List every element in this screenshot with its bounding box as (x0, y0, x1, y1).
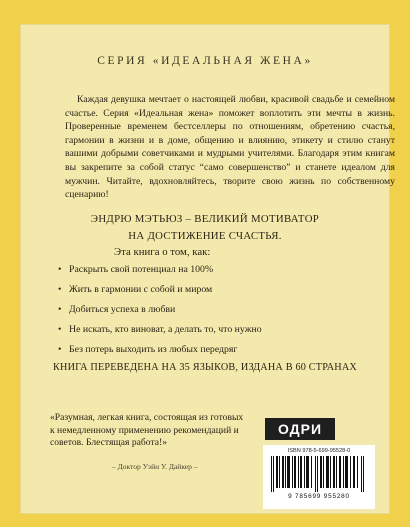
publisher-logo: ОДРИ (265, 418, 335, 440)
headline (21, 211, 389, 245)
list-title: Эта книга о том, как: (114, 246, 211, 258)
barcode-box (263, 445, 375, 509)
barcode-number: 9 785699 955280 (288, 493, 350, 500)
translation-note: КНИГА ПЕРЕВЕДЕНА НА 35 ЯЗЫКОВ, ИЗДАНА В 60 СТРАНАХ (53, 362, 357, 373)
isbn-text: ISBN 978-5-699-95528-0 (287, 448, 351, 454)
list-item (58, 304, 358, 316)
review-quote: «Разумная, легкая книга, состоящая из готовых к немедленному применению рекомендаций и советов. Блестящая работа!» (50, 412, 244, 448)
bullet-icon: • (58, 264, 62, 275)
benefits-list (58, 264, 358, 364)
bullet-icon: • (58, 344, 62, 355)
list-item (58, 284, 358, 296)
list-item-text: Жить в гармонии с собой и миром (69, 284, 213, 295)
list-item-text: Не искать, кто виноват, а делать то, что нужно (69, 324, 262, 335)
intro-paragraph: Каждая девушка мечтает о настоящей любви, красивой свадьбе и семейном счастье. Серия «Идеальная жена» поможет воплотить эти мечты в жизнь. Проверенные временем бестселлеры по отношениям, обретению счастья, гармонии в жизни и в доме, общению и влиянию, этикету и стилю станут вашими добрыми советчиками и мудрыми учителями. Благодаря этим книгам вы закрепите за собой статус “само совершенство” и станете идеалом для мужчин. Читайте, вдохновляйтесь, творите свою жизнь по собственному сценарию! (65, 94, 395, 201)
list-item (58, 344, 358, 356)
headline-line-2: НА ДОСТИЖЕНИЕ СЧАСТЬЯ. (128, 230, 282, 242)
headline-line-1: ЭНДРЮ МЭТЬЮЗ – ВЕЛИКИЙ МОТИВАТОР (90, 213, 320, 225)
list-item-text: Добиться успеха в любви (69, 304, 176, 315)
list-item (58, 324, 358, 336)
list-item-text: Раскрыть свой потенциал на 100% (69, 264, 214, 275)
bullet-icon: • (58, 304, 62, 315)
bullet-icon: • (58, 324, 62, 335)
series-title: СЕРИЯ «ИДЕАЛЬНАЯ ЖЕНА» (97, 55, 313, 67)
list-item-text: Без потерь выходить из любых передряг (69, 344, 238, 355)
list-item (58, 264, 358, 276)
barcode-icon (269, 456, 369, 492)
quote-author: – Доктор Уэйн У. Дайкер – (112, 462, 198, 471)
bullet-icon: • (58, 284, 62, 295)
